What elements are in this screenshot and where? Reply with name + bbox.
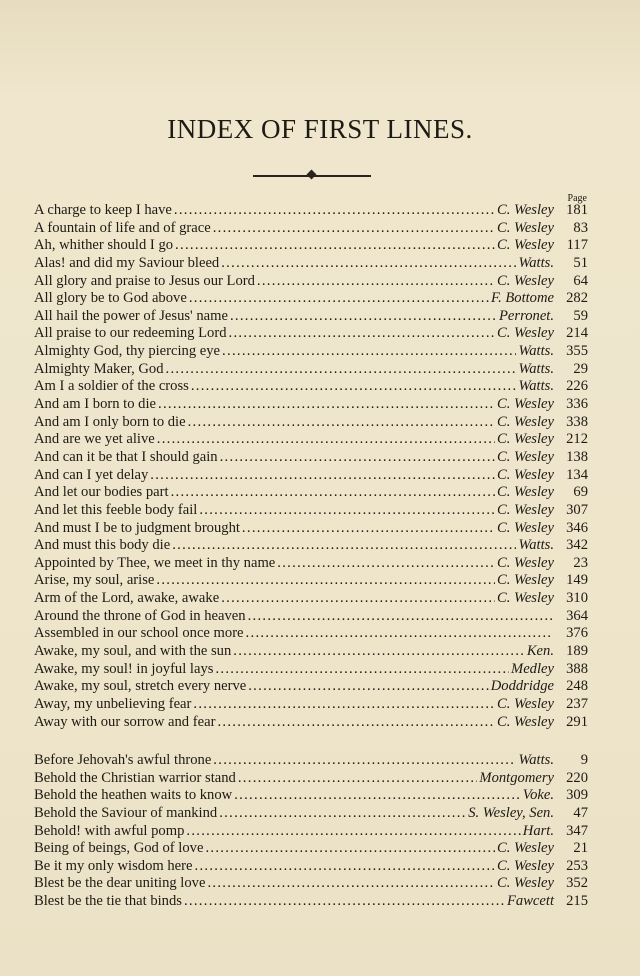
index-entry xyxy=(34,537,588,555)
hymn-author: C. Wesley xyxy=(496,466,554,483)
dot-leader xyxy=(157,431,495,449)
index-entry xyxy=(34,255,588,273)
hymn-author: Watts. xyxy=(518,752,554,768)
hymn-page-number: 117 xyxy=(566,237,588,254)
hymn-first-line: Behold the Christian warrior stand xyxy=(34,769,236,786)
index-entry xyxy=(34,678,588,696)
dot-leader xyxy=(213,220,495,238)
hymn-page-number: 189 xyxy=(566,643,588,660)
hymn-author: Watts. xyxy=(518,343,554,360)
dot-leader xyxy=(193,696,495,714)
hymn-author: Fawcett xyxy=(506,893,554,910)
dot-leader xyxy=(248,608,552,626)
hymn-author: Hart. xyxy=(522,822,554,839)
dot-leader xyxy=(199,502,495,520)
hymn-first-line: Blest be the dear uniting love xyxy=(34,875,206,892)
dot-leader xyxy=(191,378,517,396)
hymn-page-number: 9 xyxy=(580,752,588,768)
index-entry xyxy=(34,502,588,520)
hymn-author: C. Wesley xyxy=(496,413,554,430)
index-entry xyxy=(34,308,588,326)
hymn-first-line: Before Jehovah's awful throne xyxy=(34,752,212,768)
dot-leader xyxy=(221,590,495,608)
dot-leader xyxy=(150,467,495,485)
dot-leader xyxy=(184,893,505,911)
hymn-first-line: And must I be to judgment brought xyxy=(34,519,240,536)
hymn-page-number: 64 xyxy=(573,272,588,289)
hymn-first-line: All glory and praise to Jesus our Lord xyxy=(34,272,255,289)
dot-leader xyxy=(195,858,495,876)
index-entry xyxy=(34,273,588,291)
index-entry xyxy=(34,696,588,714)
dot-leader xyxy=(238,770,478,788)
hymn-author: Watts. xyxy=(518,360,554,377)
index-entry xyxy=(34,661,588,679)
hymn-page-number: 388 xyxy=(566,660,588,677)
hymn-page-number: 47 xyxy=(573,804,588,821)
dot-leader xyxy=(230,308,497,326)
hymn-first-line: And let this feeble body fail xyxy=(34,501,198,518)
index-entry xyxy=(34,893,588,911)
index-entry xyxy=(34,449,588,467)
hymn-page-number: 220 xyxy=(566,769,588,786)
hymn-author: Doddridge xyxy=(490,678,554,695)
hymn-author: C. Wesley xyxy=(496,590,554,607)
hymn-page-number: 215 xyxy=(566,893,588,910)
hymn-first-line: And am I only born to die xyxy=(34,413,186,430)
dot-leader xyxy=(217,714,495,732)
hymn-first-line: Alas! and did my Saviour bleed xyxy=(34,254,220,271)
hymn-page-number: 51 xyxy=(573,254,588,271)
hymn-first-line: Appointed by Thee, we meet in thy name xyxy=(34,554,276,571)
hymn-author: C. Wesley xyxy=(496,396,554,413)
index-entry xyxy=(34,414,588,432)
dot-leader xyxy=(172,537,516,555)
hymn-page-number: 336 xyxy=(566,396,588,413)
dot-leader xyxy=(207,875,495,893)
hymn-author: C. Wesley xyxy=(496,857,554,874)
hymn-page-number: 23 xyxy=(573,554,588,571)
hymn-author: S. Wesley, Sen. xyxy=(468,804,554,821)
dot-leader xyxy=(234,787,521,805)
hymn-first-line: Almighty Maker, God xyxy=(34,360,164,377)
index-entry xyxy=(34,520,588,538)
index-entry xyxy=(34,343,588,361)
index-entry xyxy=(34,290,588,308)
hymn-first-line: Awake, my soul! in joyful lays xyxy=(34,660,214,677)
dot-leader xyxy=(213,752,516,770)
index-entry xyxy=(34,787,588,805)
hymn-page-number: 338 xyxy=(566,413,588,430)
hymn-first-line: And let our bodies part xyxy=(34,484,169,501)
hymn-first-line: All praise to our redeeming Lord xyxy=(34,325,227,342)
hymn-page-number: 138 xyxy=(566,448,588,465)
hymn-first-line: Awake, my soul, stretch every nerve xyxy=(34,678,247,695)
index-entry xyxy=(34,431,588,449)
dot-leader xyxy=(156,572,495,590)
divider-diamond-ornament xyxy=(307,170,317,180)
hymn-page-number: 282 xyxy=(566,290,588,307)
hymn-first-line: Am I a soldier of the cross xyxy=(34,378,189,395)
index-entry xyxy=(34,590,588,608)
dot-leader xyxy=(174,202,495,220)
hymn-author: Perronet. xyxy=(499,307,554,324)
hymn-author: Medley xyxy=(511,660,554,677)
index-section-a xyxy=(34,202,588,731)
hymn-page-number: 342 xyxy=(566,537,588,554)
index-entry xyxy=(34,361,588,379)
hymn-first-line: And are we yet alive xyxy=(34,431,155,448)
hymn-page-number: 355 xyxy=(566,343,588,360)
hymn-page-number: 21 xyxy=(573,840,588,857)
hymn-author: Voke. xyxy=(522,787,554,804)
hymn-page-number: 69 xyxy=(573,484,588,501)
hymn-author: F. Bottome xyxy=(491,290,554,307)
hymn-first-line: All hail the power of Jesus' name xyxy=(34,307,228,324)
dot-leader xyxy=(215,661,509,679)
hymn-first-line: Blest be the tie that binds xyxy=(34,893,182,910)
hymn-first-line: Behold the Saviour of mankind xyxy=(34,804,218,821)
hymn-page-number: 309 xyxy=(566,787,588,804)
index-entry xyxy=(34,875,588,893)
dot-leader xyxy=(171,484,495,502)
dot-leader xyxy=(222,343,516,361)
dot-leader xyxy=(186,823,520,841)
hymn-author: Watts. xyxy=(518,537,554,554)
index-entry xyxy=(34,643,588,661)
dot-leader xyxy=(188,414,495,432)
hymn-first-line: A charge to keep I have xyxy=(34,202,172,218)
dot-leader xyxy=(166,361,517,379)
hymn-page-number: 310 xyxy=(566,590,588,607)
dot-leader xyxy=(248,678,489,696)
index-section-b xyxy=(34,752,588,911)
hymn-first-line: Arm of the Lord, awake, awake xyxy=(34,590,220,607)
index-entry xyxy=(34,858,588,876)
hymn-author: Ken. xyxy=(526,643,554,660)
hymn-author: C. Wesley xyxy=(496,325,554,342)
hymn-first-line: A fountain of life and of grace xyxy=(34,219,211,236)
dot-leader xyxy=(233,643,525,661)
hymn-author: Montgomery xyxy=(479,769,554,786)
hymn-first-line: Arise, my soul, arise xyxy=(34,572,155,589)
hymn-author: Watts. xyxy=(518,378,554,395)
hymn-author: C. Wesley xyxy=(496,484,554,501)
hymn-first-line: Assembled in our school once more xyxy=(34,625,244,642)
hymn-first-line: And can it be that I should gain xyxy=(34,448,218,465)
index-entry xyxy=(34,237,588,255)
index-entry xyxy=(34,770,588,788)
hymn-page-number: 226 xyxy=(566,378,588,395)
index-entry xyxy=(34,805,588,823)
hymn-author: C. Wesley xyxy=(496,554,554,571)
index-entry xyxy=(34,572,588,590)
hymn-first-line: Almighty God, thy piercing eye xyxy=(34,343,221,360)
page-title: INDEX OF FIRST LINES. xyxy=(167,114,473,144)
hymn-first-line: Behold the heathen waits to know xyxy=(34,787,233,804)
dot-leader xyxy=(205,840,495,858)
hymn-author: C. Wesley xyxy=(496,202,554,218)
index-entry xyxy=(34,714,588,732)
hymn-author: C. Wesley xyxy=(496,840,554,857)
hymn-page-number: 352 xyxy=(566,875,588,892)
hymn-first-line: And am I born to die xyxy=(34,396,156,413)
index-entry xyxy=(34,467,588,485)
hymn-first-line: And must this body die xyxy=(34,537,171,554)
dot-leader xyxy=(277,555,495,573)
index-entry xyxy=(34,840,588,858)
index-entry xyxy=(34,378,588,396)
hymn-first-line: Be it my only wisdom here xyxy=(34,857,193,874)
hymn-page-number: 214 xyxy=(566,325,588,342)
hymn-author: C. Wesley xyxy=(496,219,554,236)
hymn-author: C. Wesley xyxy=(496,448,554,465)
hymn-page-number: 29 xyxy=(573,360,588,377)
index-entry xyxy=(34,396,588,414)
hymn-page-number: 307 xyxy=(566,501,588,518)
hymn-first-line: Being of beings, God of love xyxy=(34,840,204,857)
page-column-header: Page xyxy=(567,193,587,204)
index-entry xyxy=(34,752,588,770)
index-entry xyxy=(34,220,588,238)
dot-leader xyxy=(219,805,466,823)
hymn-page-number: 212 xyxy=(566,431,588,448)
hymn-page-number: 346 xyxy=(566,519,588,536)
hymn-page-number: 291 xyxy=(566,713,588,730)
hymn-page-number: 253 xyxy=(566,857,588,874)
dot-leader xyxy=(220,449,495,467)
hymn-page-number: 237 xyxy=(566,695,588,712)
index-entry xyxy=(34,608,588,626)
dot-leader xyxy=(246,625,552,643)
hymn-page-number: 134 xyxy=(566,466,588,483)
hymn-page-number: 376 xyxy=(566,625,588,642)
dot-leader xyxy=(242,520,495,538)
hymn-page-number: 181 xyxy=(566,202,588,218)
dot-leader xyxy=(229,325,495,343)
hymn-page-number: 59 xyxy=(573,307,588,324)
dot-leader xyxy=(257,273,495,291)
hymn-author: C. Wesley xyxy=(496,572,554,589)
index-entry xyxy=(34,625,588,643)
hymn-first-line: And can I yet delay xyxy=(34,466,149,483)
hymn-first-line: Ah, whither should I go xyxy=(34,237,174,254)
hymn-author: C. Wesley xyxy=(496,272,554,289)
hymn-author: Watts. xyxy=(518,254,554,271)
dot-leader xyxy=(158,396,495,414)
hymn-author: C. Wesley xyxy=(496,237,554,254)
hymn-first-line: Around the throne of God in heaven xyxy=(34,607,246,624)
index-entry xyxy=(34,555,588,573)
hymn-author: C. Wesley xyxy=(496,695,554,712)
dot-leader xyxy=(221,255,516,273)
index-entry xyxy=(34,202,588,220)
hymn-author: C. Wesley xyxy=(496,431,554,448)
hymn-first-line: Away with our sorrow and fear xyxy=(34,713,216,730)
hymn-page-number: 347 xyxy=(566,822,588,839)
hymn-first-line: Away, my unbelieving fear xyxy=(34,695,192,712)
hymn-first-line: All glory be to God above xyxy=(34,290,187,307)
hymn-first-line: Awake, my soul, and with the sun xyxy=(34,643,232,660)
hymn-page-number: 248 xyxy=(566,678,588,695)
hymn-page-number: 83 xyxy=(573,219,588,236)
dot-leader xyxy=(189,290,489,308)
index-entry xyxy=(34,823,588,841)
index-entry xyxy=(34,484,588,502)
hymn-first-line: Behold! with awful pomp xyxy=(34,822,185,839)
hymn-page-number: 149 xyxy=(566,572,588,589)
hymn-author: C. Wesley xyxy=(496,501,554,518)
index-entry xyxy=(34,325,588,343)
hymn-author: C. Wesley xyxy=(496,875,554,892)
hymn-author: C. Wesley xyxy=(496,519,554,536)
hymn-page-number: 364 xyxy=(566,607,588,624)
hymn-author: C. Wesley xyxy=(496,713,554,730)
dot-leader xyxy=(175,237,495,255)
